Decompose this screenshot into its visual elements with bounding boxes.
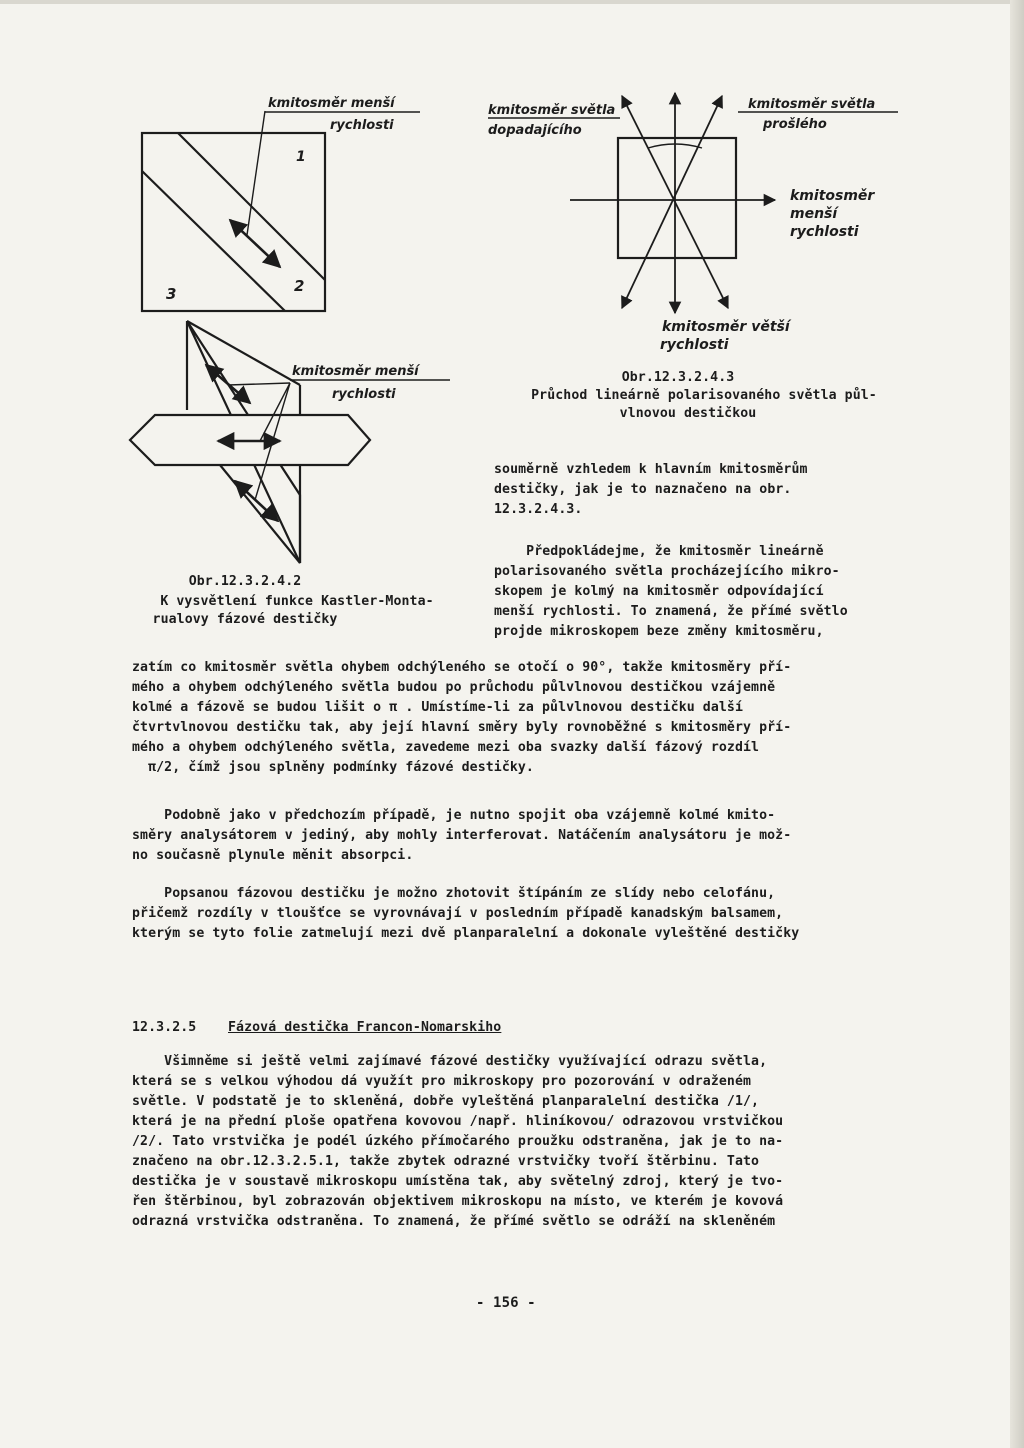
label-passed-line1: kmitosměr světla xyxy=(748,97,876,112)
page-number: - 156 - xyxy=(476,1295,536,1311)
label-incident-line1: kmitosměr světla xyxy=(488,103,616,118)
right-caption-number: Obr.12.3.2.4.3 xyxy=(621,370,735,385)
left-caption-line2: rualovy fázové destičky xyxy=(152,612,338,627)
label-greater-line2: rychlosti xyxy=(660,337,729,353)
halfwave-plate-square xyxy=(618,138,736,258)
leader-mid-1 xyxy=(228,383,290,385)
paragraph-analyser: Podobně jako v předchozím případě, je nutno spojit oba vzájemně kolmé kmito- směry analysátorem v jediný, aby mohly interferovat. Natáčením analysátoru je mož- no současně plynule měnit absorpci. xyxy=(132,808,792,863)
diag-line-2 xyxy=(142,171,285,311)
label-smaller-line1: kmitosměr xyxy=(790,188,875,204)
paragraph-mica: Popsanou fázovou destičku je možno zhotovit štípáním ze slídy nebo celofánu, přičemž rozdíly v tloušťce se vyrovnávají v posledním případě kanadským balsamem, kterým se tyto folie zatmelují mezi dvě planparalelní a dokonale vyleštěné destičky xyxy=(132,886,800,941)
right-column-paragraph-1: souměrně vzhledem k hlavním kmitosměrům destičky, jak je to naznačeno na obr. 12.3.2.4.3. xyxy=(494,462,808,517)
left-caption-number: Obr.12.3.2.4.2 xyxy=(188,574,302,589)
figure-kastler-montarual xyxy=(120,95,480,575)
label-greater-line1: kmitosměr větší xyxy=(662,319,790,335)
right-caption-line2: vlnovou destičkou xyxy=(619,406,757,421)
right-caption-line1: Průchod lineárně polarisovaného světla půl- xyxy=(531,388,877,403)
label-incident-line2: dopadajícího xyxy=(488,123,582,138)
label-top-line2: rychlosti xyxy=(330,118,394,133)
label-passed-line2: prošlého xyxy=(763,117,827,132)
left-caption-line1: K vysvětlení funkce Kastler-Monta- xyxy=(160,594,434,609)
label-mid-line1: kmitosměr menší xyxy=(292,364,419,379)
plate-number-2: 2 xyxy=(294,277,305,295)
section-title: Fázová destička Francon-Nomarskiho xyxy=(228,1020,502,1035)
label-top-line1: kmitosměr menší xyxy=(268,96,395,111)
page-top-edge xyxy=(0,0,1024,4)
page-edge-shadow xyxy=(1010,0,1024,1448)
label-mid-line2: rychlosti xyxy=(332,387,396,402)
paragraph-francon-nomarski: Všimněme si ještě velmi zajímavé fázové destičky využívající odrazu světla, která se s velkou výhodou dá využít pro mikroskopy pro pozorování v odraženém světle. V podstatě je to skleněná, dobře vyleštěná planparalelní destička /1/, která je na přední ploše opatřena kovovou /např. hliníkovou/ odrazovou vrstvičkou /2/. Tato vrstvička je podél úzkého přímočarého proužku odstraněna, jak je to na- značeno na obr.12.3.2.5.1, takže zbytek odrazné vrstvičky tvoří štěrbinu. Tato destička je v soustavě mikroskopu umístěna tak, aby světelný zdroj, který je tvo- řen štěrbinou, byl zobrazován objektivem mikroskopu na místo, ve kterém je kovová odrazná vrstvička odstraněna. To znamená, že přímé světlo se odráží na skleněném xyxy=(132,1054,784,1229)
section-number: 12.3.2.5 xyxy=(132,1020,197,1035)
right-column-paragraph-2: Předpokládejme, že kmitosměr lineárně polarisovaného světla procházejícího mikro- skopem je kolmý na kmitosměr odpovídající menší rychlosti. To znamená, že přímé světlo projde mikroskopem beze změny kmitosměru, xyxy=(494,544,848,639)
label-smaller-line2: menší xyxy=(790,206,838,222)
prism-top xyxy=(187,321,300,385)
label-smaller-line3: rychlosti xyxy=(790,224,859,240)
figure-halfwave-plate xyxy=(480,88,900,368)
paragraph-continuation: zatím co kmitosměr světla ohybem odchýleného se otočí o 90°, takže kmitosměry pří- mého a ohybem odchýleného světla budou po průchodu půlvlnovou destičkou vzájemně kolmé a fázově se budou lišit o π . Umístíme-li za půlvlnovou destičku další čtvrtvlnovou destičku tak, aby její hlavní směry byly rovnoběžné s kmitosměry pří- mého a ohybem odchýleného světla, zavedeme mezi oba svazky další fázový rozdíl π/2, čímž jsou splněny podmínky fázové destičky. xyxy=(132,660,792,775)
plate-number-1: 1 xyxy=(296,149,306,165)
plate-number-3: 3 xyxy=(166,285,177,303)
